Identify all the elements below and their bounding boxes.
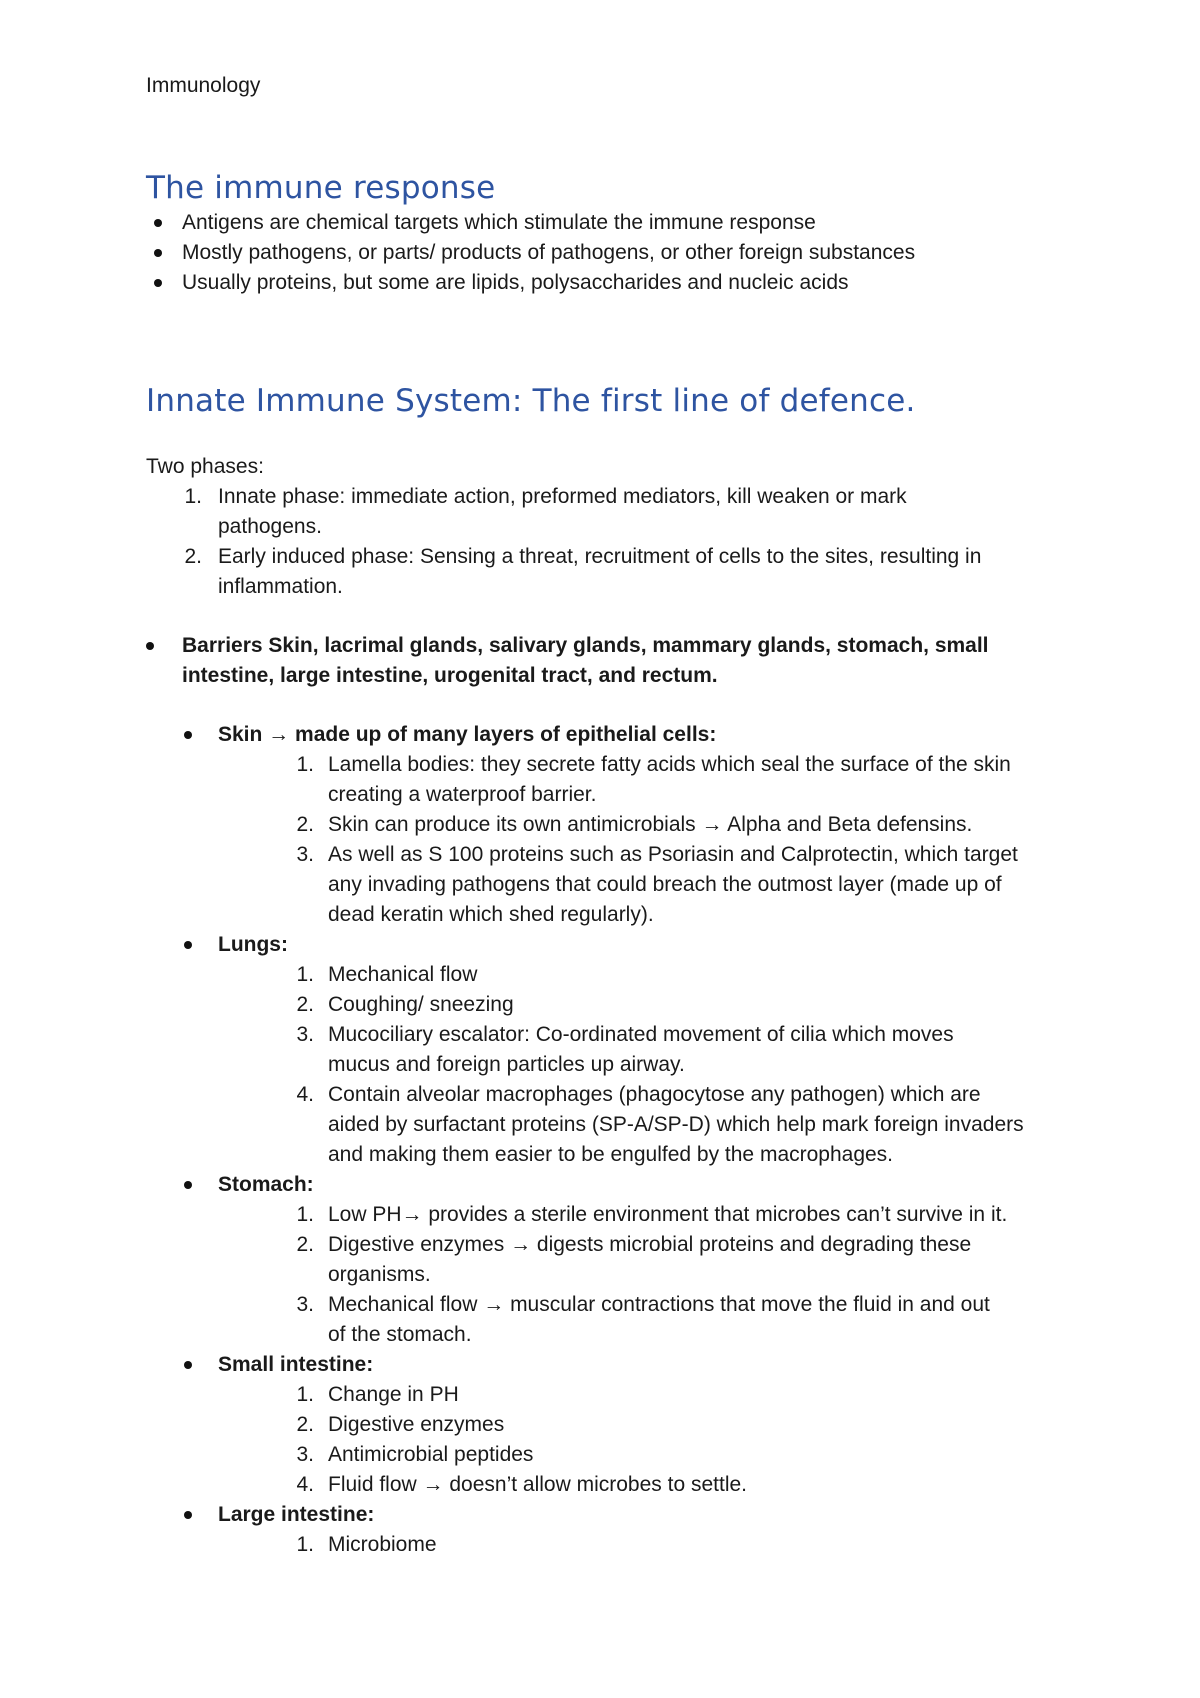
subheading-lungs: Lungs: [218,933,288,956]
bullet-icon [154,249,162,257]
list-item-continuation: and making them easier to be engulfed by the macrophages. [328,1143,894,1166]
list-number: 2. [184,545,202,568]
section-title-immune-response: The immune response [146,170,496,206]
list-item-continuation: organisms. [328,1263,431,1286]
barriers-text: Barriers Skin, lacrimal glands, salivary glands, mammary glands, stomach, small [182,634,989,657]
bullet-icon [154,279,162,287]
list-item: Antigens are chemical targets which stimulate the immune response [182,211,816,234]
list-item-continuation: mucus and foreign particles up airway. [328,1053,685,1076]
list-item: Change in PH [328,1383,459,1406]
bullet-icon [146,642,154,650]
barriers-text-continuation: intestine, large intestine, urogenital tract, and rectum. [182,664,718,687]
bullet-icon [184,941,192,949]
subheading-skin: Skin → made up of many layers of epithelial cells: [218,723,717,746]
list-item: Contain alveolar macrophages (phagocytose any pathogen) which are [328,1083,981,1106]
list-item: Mechanical flow [328,963,478,986]
list-item-continuation: of the stomach. [328,1323,472,1346]
list-item-continuation: creating a waterproof barrier. [328,783,597,806]
list-number: 2. [296,813,314,836]
list-number: 4. [296,1473,314,1496]
list-number: 2. [296,993,314,1016]
list-item: Digestive enzymes [328,1413,505,1436]
list-item: Low PH→ provides a sterile environment that microbes can’t survive in it. [328,1203,1008,1226]
list-number: 1. [296,753,314,776]
subheading-small-intestine: Small intestine: [218,1353,374,1376]
list-item: Coughing/ sneezing [328,993,514,1016]
subheading-stomach: Stomach: [218,1173,314,1196]
list-item: Lamella bodies: they secrete fatty acids which seal the surface of the skin [328,753,1011,776]
subheading-large-intestine: Large intestine: [218,1503,375,1526]
bullet-icon [184,1361,192,1369]
list-item-continuation: dead keratin which shed regularly). [328,903,654,926]
list-item-continuation: inflammation. [218,575,343,598]
list-number: 1. [184,485,202,508]
list-number: 2. [296,1413,314,1436]
list-number: 3. [296,1023,314,1046]
list-item: Innate phase: immediate action, preformed mediators, kill weaken or mark [218,485,907,508]
list-item: Mucociliary escalator: Co-ordinated movement of cilia which moves [328,1023,954,1046]
list-number: 1. [296,1203,314,1226]
list-number: 3. [296,843,314,866]
list-item-continuation: aided by surfactant proteins (SP-A/SP-D) which help mark foreign invaders [328,1113,1024,1136]
list-item: Usually proteins, but some are lipids, polysaccharides and nucleic acids [182,271,849,294]
list-number: 3. [296,1293,314,1316]
section-title-innate-immune-system: Innate Immune System: The first line of defence. [146,383,916,419]
list-item: As well as S 100 proteins such as Psoriasin and Calprotectin, which target [328,843,1018,866]
list-item: Antimicrobial peptides [328,1443,534,1466]
list-number: 1. [296,1533,314,1556]
list-number: 2. [296,1233,314,1256]
list-item: Mechanical flow → muscular contractions that move the fluid in and out [328,1293,990,1316]
list-number: 1. [296,963,314,986]
list-item: Early induced phase: Sensing a threat, recruitment of cells to the sites, resulting in [218,545,982,568]
list-number: 1. [296,1383,314,1406]
bullet-icon [184,1511,192,1519]
bullet-icon [154,219,162,227]
list-number: 3. [296,1443,314,1466]
list-item: Digestive enzymes → digests microbial proteins and degrading these [328,1233,972,1256]
bullet-icon [184,731,192,739]
page-header: Immunology [146,74,261,97]
list-number: 4. [296,1083,314,1106]
list-item: Microbiome [328,1533,437,1556]
list-item-continuation: any invading pathogens that could breach the outmost layer (made up of [328,873,1002,896]
bullet-icon [184,1181,192,1189]
list-item: Skin can produce its own antimicrobials → Alpha and Beta defensins. [328,813,973,836]
list-item-continuation: pathogens. [218,515,322,538]
list-item: Fluid flow → doesn’t allow microbes to settle. [328,1473,748,1496]
list-item: Mostly pathogens, or parts/ products of pathogens, or other foreign substances [182,241,916,264]
phases-intro: Two phases: [146,455,264,478]
